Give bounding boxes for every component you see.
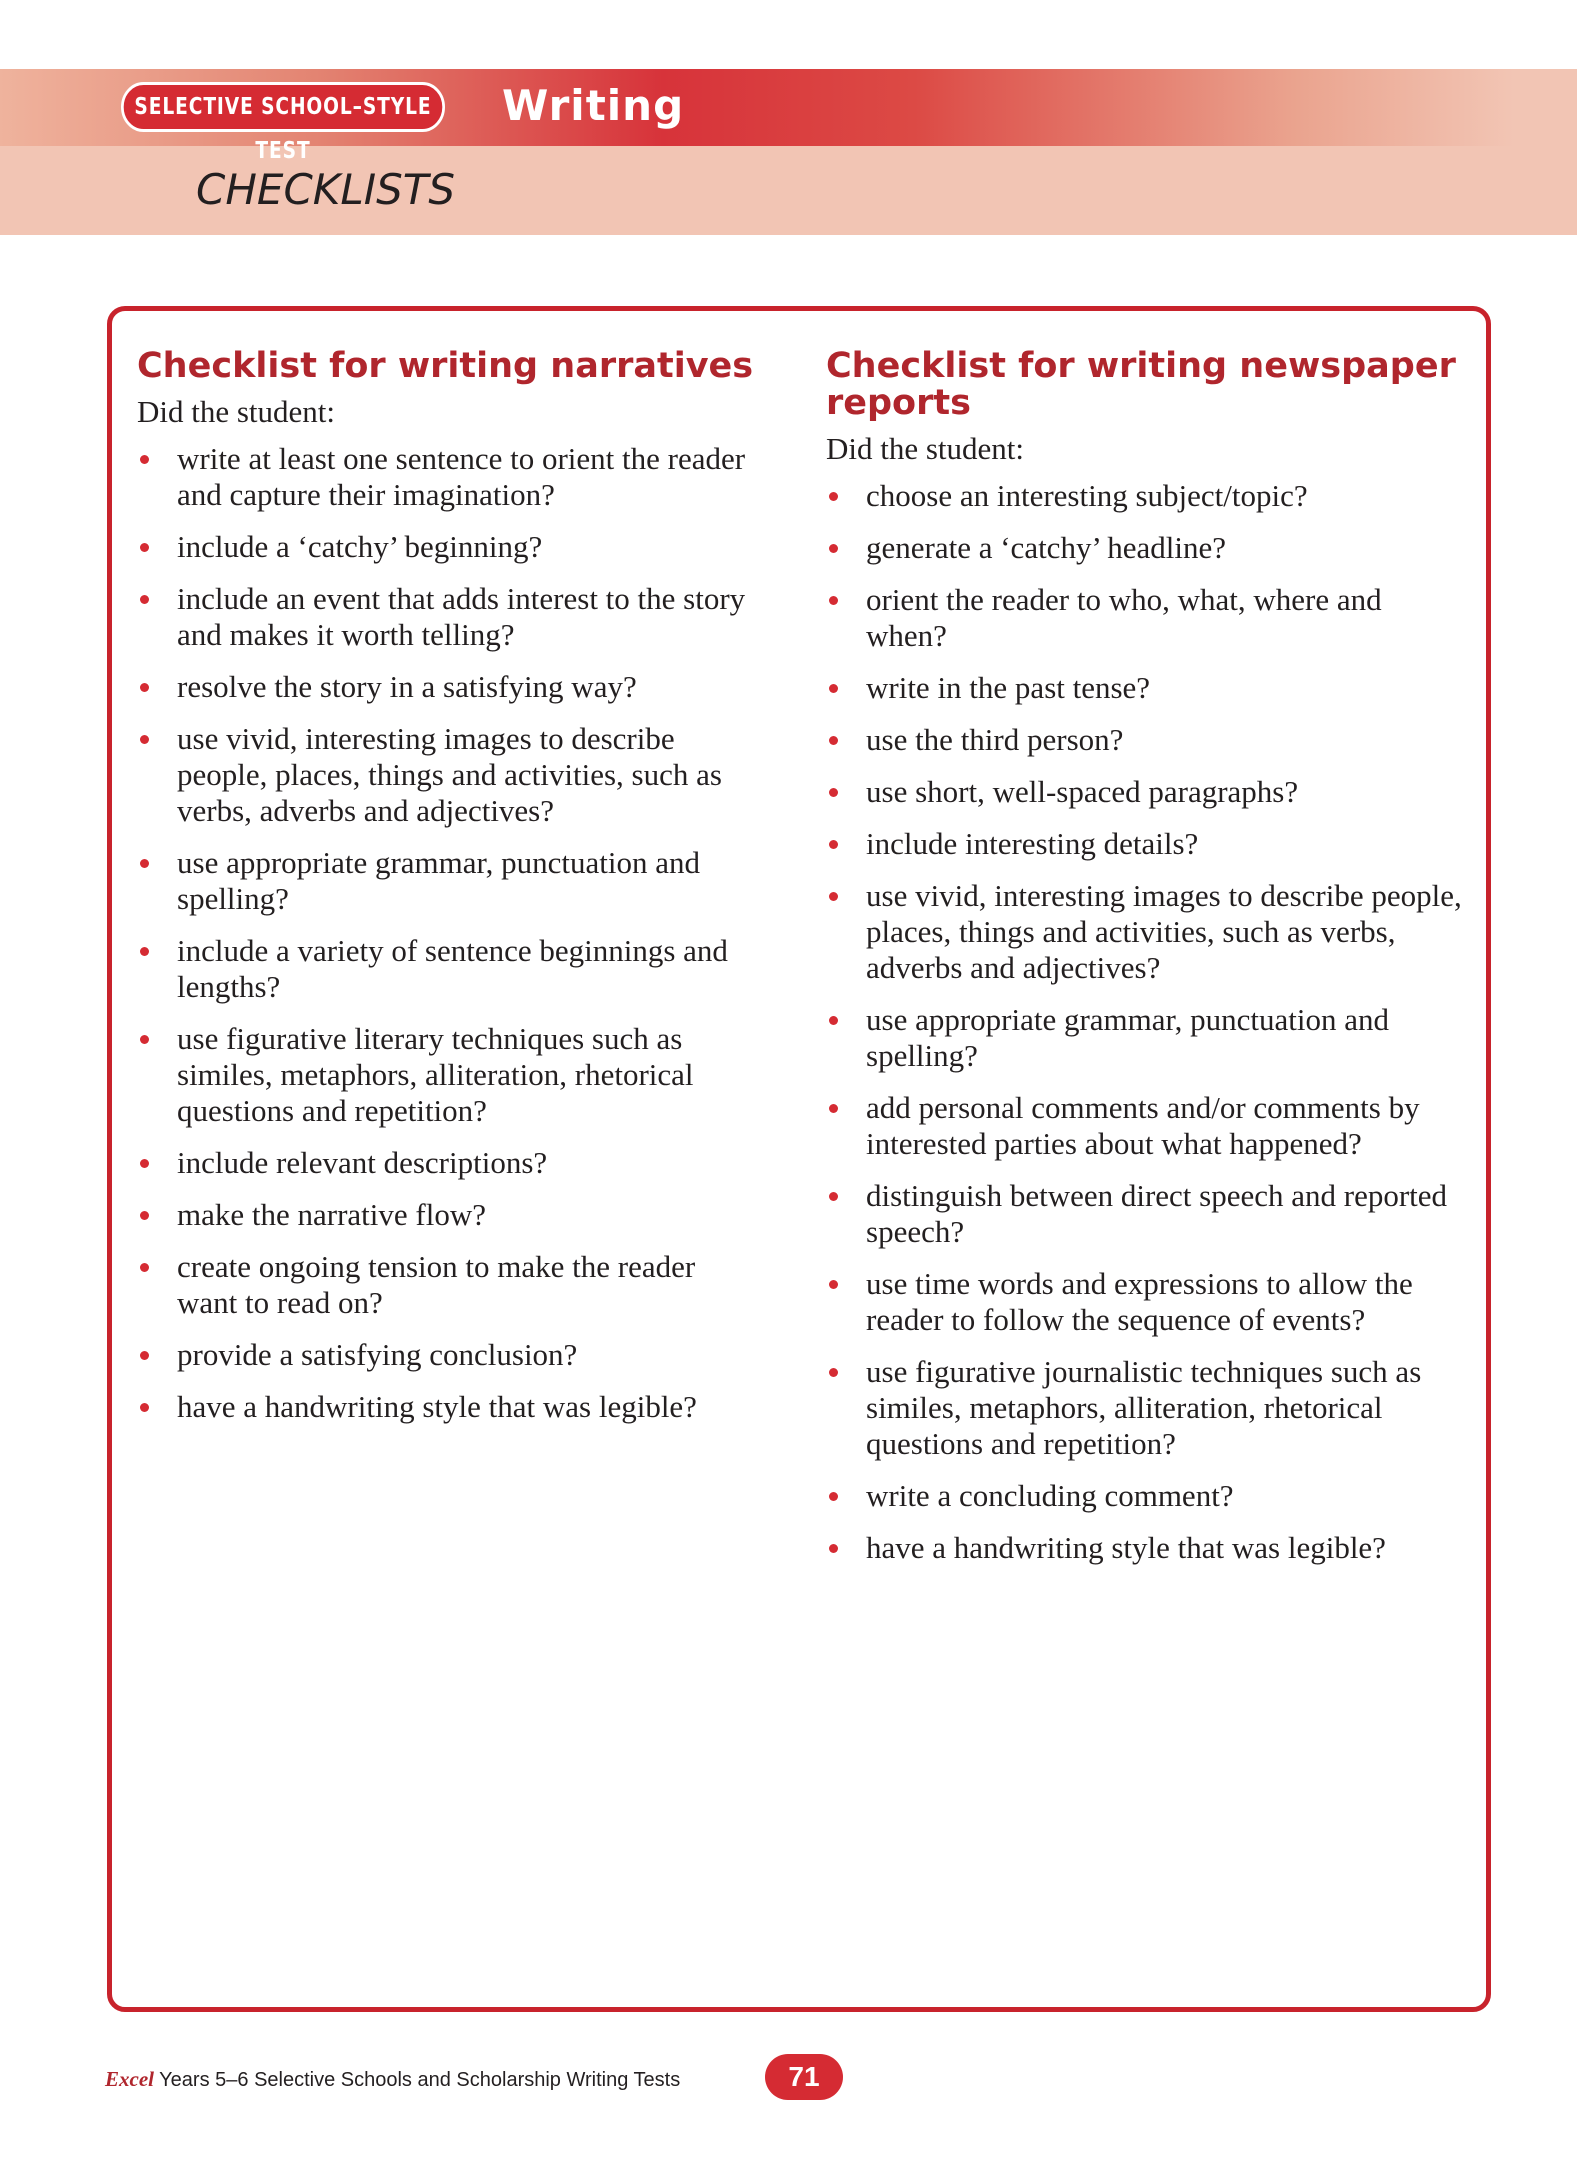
checklist-item: include an event that adds interest to the story and makes it worth telling?	[137, 581, 757, 653]
reports-list	[826, 478, 1466, 1566]
checklist-item: make the narrative flow?	[137, 1197, 757, 1233]
checklist-item: choose an interesting subject/topic?	[826, 478, 1466, 514]
checklist-item: use short, well-spaced paragraphs?	[826, 774, 1466, 810]
checklist-item: provide a satisfying conclusion?	[137, 1337, 757, 1373]
checklist-item: include interesting details?	[826, 826, 1466, 862]
footer-text: Years 5–6 Selective Schools and Scholarship Writing Tests	[153, 2069, 681, 2091]
checklist-item: add personal comments and/or comments by interested parties about what happened?	[826, 1090, 1466, 1162]
narratives-checklist	[137, 348, 757, 1441]
checklist-item: resolve the story in a satisfying way?	[137, 669, 757, 705]
checklist-item: generate a ‘catchy’ headline?	[826, 530, 1466, 566]
reports-title: Checklist for writing newspaper reports	[826, 346, 1456, 423]
reports-intro: Did the student:	[826, 431, 1025, 466]
checklist-item: use the third person?	[826, 722, 1466, 758]
checklist-item: write at least one sentence to orient the reader and capture their imagination?	[137, 441, 757, 513]
section-title: Writing	[502, 81, 685, 130]
checklist-item: orient the reader to who, what, where and when?	[826, 582, 1466, 654]
checklist-item: use vivid, interesting images to describe people, places, things and activities, such as verbs, adverbs and adjectives?	[826, 878, 1466, 986]
checklist-item: use appropriate grammar, punctuation and spelling?	[826, 1002, 1466, 1074]
checklist-item: write a concluding comment?	[826, 1478, 1466, 1514]
narratives-intro: Did the student:	[137, 394, 336, 429]
checklist-item: use figurative journalistic techniques such as similes, metaphors, alliteration, rhetorical questions and repetition?	[826, 1354, 1466, 1462]
page-number: 71	[765, 2054, 843, 2100]
checklist-item: write in the past tense?	[826, 670, 1466, 706]
checklist-item: include a ‘catchy’ beginning?	[137, 529, 757, 565]
checklist-item: include a variety of sentence beginnings and lengths?	[137, 933, 757, 1005]
checklist-item: have a handwriting style that was legible?	[826, 1530, 1466, 1566]
checklist-item: distinguish between direct speech and reported speech?	[826, 1178, 1466, 1250]
reports-checklist	[826, 348, 1466, 1582]
checklist-item: use appropriate grammar, punctuation and spelling?	[137, 845, 757, 917]
footer-brand: Excel	[105, 2067, 154, 2091]
narratives-title: Checklist for writing narratives	[137, 346, 754, 386]
checklist-item: use time words and expressions to allow the reader to follow the sequence of events?	[826, 1266, 1466, 1338]
checklist-item: use figurative literary techniques such as similes, metaphors, alliteration, rhetorical questions and repetition?	[137, 1021, 757, 1129]
checklist-item: include relevant descriptions?	[137, 1145, 757, 1181]
checklist-item: create ongoing tension to make the reader want to read on?	[137, 1249, 757, 1321]
checklist-item: have a handwriting style that was legible?	[137, 1389, 757, 1425]
footer	[105, 2066, 680, 2093]
page-heading: CHECKLISTS	[196, 165, 456, 214]
checklist-item: use vivid, interesting images to describe people, places, things and activities, such as verbs, adverbs and adjectives?	[137, 721, 757, 829]
test-type-badge: SELECTIVE SCHOOL–STYLE TEST	[121, 82, 445, 132]
narratives-list	[137, 441, 757, 1425]
